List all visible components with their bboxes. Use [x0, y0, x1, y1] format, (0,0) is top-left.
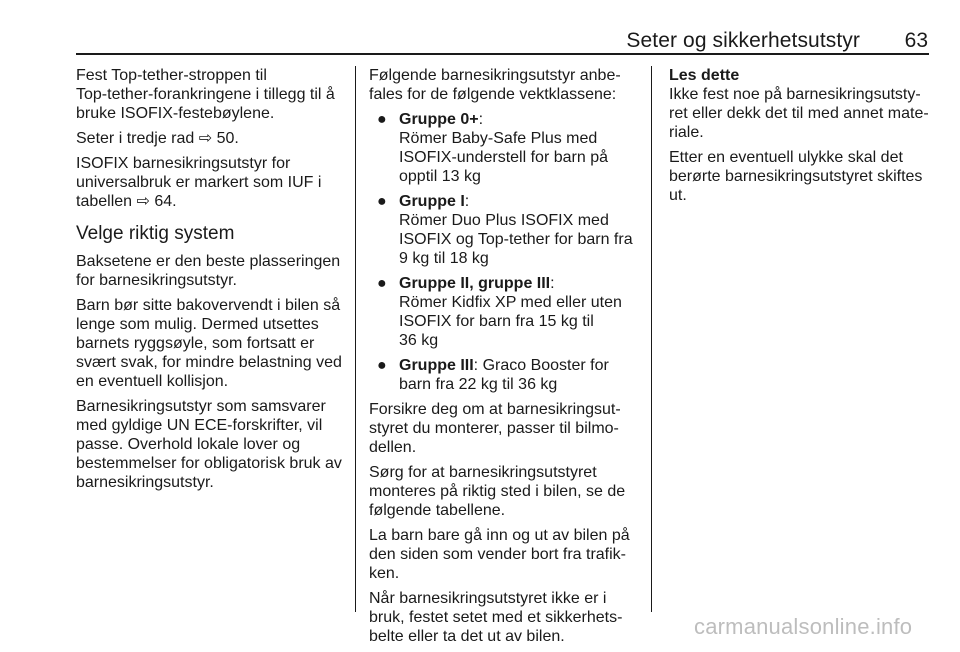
group-name: Gruppe III — [399, 357, 474, 374]
paragraph: La barn bare gå inn og ut av bilen på den siden som vender bort fra trafik- ken. — [369, 527, 630, 582]
group-name: Gruppe I — [399, 193, 465, 210]
note-body: Ikke fest noe på barnesikringsutsty- ret eller dekk det til med annet mate- riale. — [669, 86, 929, 141]
section-heading: Velge riktig system — [76, 223, 235, 244]
group-desc: Römer Kidfix XP med eller uten ISOFIX for barn fra 15 kg til 36 kg — [399, 294, 622, 349]
list-item: ● Gruppe I: Römer Duo Plus ISOFIX med ISOFIX og Top-tether for barn fra 9 kg til 18 kg — [377, 193, 633, 267]
paragraph: Fest Top-tether-stroppen til Top-tether-forankringene i tillegg til å bruke ISOFIX-festebøylene. — [76, 67, 335, 122]
page-number: 63 — [904, 29, 928, 52]
bullet-icon: ● — [377, 111, 387, 128]
paragraph-ref: Seter i tredje rad ⇨ 50. — [76, 130, 239, 147]
note-box — [669, 66, 937, 142]
group-desc: Graco Booster for barn fra 22 kg til 36 kg — [399, 357, 609, 393]
ref-page[interactable]: 50. — [212, 130, 239, 147]
paragraph: Barn bør sitte bakovervendt i bilen så lenge som mulig. Dermed utsettes barnets ryggsøyle, som fortsatt er svært svak, for mindre belastning ved en eventuell kollisjon. — [76, 297, 342, 390]
list-item: ● Gruppe 0+: Römer Baby-Safe Plus med ISOFIX-understell for barn på opptil 13 kg — [377, 111, 608, 185]
arrow-ref-icon[interactable]: ⇨ — [136, 193, 150, 210]
paragraph: Sørg for at barnesikringsutstyret monteres på riktig sted i bilen, se de følgende tabellene. — [369, 464, 626, 519]
column-divider-1 — [355, 66, 356, 612]
paragraph: Barnesikringsutstyr som samsvarer med gyldige UN ECE-forskrifter, vil passe. Overhold lokale lover og bestemmelser for obligatorisk bruk av barnesikringsutstyr. — [76, 398, 342, 491]
bullet-icon: ● — [377, 357, 387, 374]
header-divider — [76, 53, 929, 55]
paragraph: Forsikre deg om at barnesikringsut- styret du monterer, passer til bilmo- dellen. — [369, 401, 621, 456]
column-divider-2 — [651, 66, 652, 612]
group-name: Gruppe II, gruppe III — [399, 275, 551, 292]
list-item: ● Gruppe II, gruppe III: Römer Kidfix XP med eller uten ISOFIX for barn fra 15 kg til 36 kg — [377, 275, 622, 349]
bullet-icon: ● — [377, 275, 387, 292]
bullet-icon: ● — [377, 193, 387, 210]
section-title: Seter og sikkerhetsutstyr — [626, 29, 860, 52]
ref-page[interactable]: 64. — [149, 193, 177, 210]
group-desc: Römer Duo Plus ISOFIX med ISOFIX og Top-tether for barn fra 9 kg til 18 kg — [399, 212, 633, 267]
paragraph: Følgende barnesikringsutstyr anbe- fales for de følgende vektklassene: — [369, 67, 621, 103]
group-desc: Römer Baby-Safe Plus med ISOFIX-understell for barn på opptil 13 kg — [399, 130, 608, 185]
list-item: ● Gruppe III: Graco Booster for barn fra 22 kg til 36 kg — [377, 357, 609, 393]
note-title: Les dette — [669, 67, 740, 84]
group-list — [369, 110, 637, 394]
paragraph-ref: ISOFIX barnesikringsutstyr for universalbruk er markert som IUF i tabellen ⇨ 64. — [76, 155, 322, 210]
paragraph: Baksetene er den beste plasseringen for barnesikringsutstyr. — [76, 253, 341, 289]
column-2 — [369, 66, 637, 652]
column-1 — [76, 66, 344, 498]
paragraph: Når barnesikringsutstyret ikke er i bruk, festet setet med et sikkerhets- belte eller ta det ut av bilen. — [369, 590, 623, 645]
watermark: carmanualsonline.info — [694, 614, 913, 639]
group-name: Gruppe 0+ — [399, 111, 479, 128]
column-3 — [669, 66, 937, 211]
arrow-ref-icon[interactable]: ⇨ — [198, 130, 213, 147]
paragraph: Etter en eventuell ulykke skal det berørte barnesikringsutstyret skiftes ut. — [669, 149, 923, 204]
